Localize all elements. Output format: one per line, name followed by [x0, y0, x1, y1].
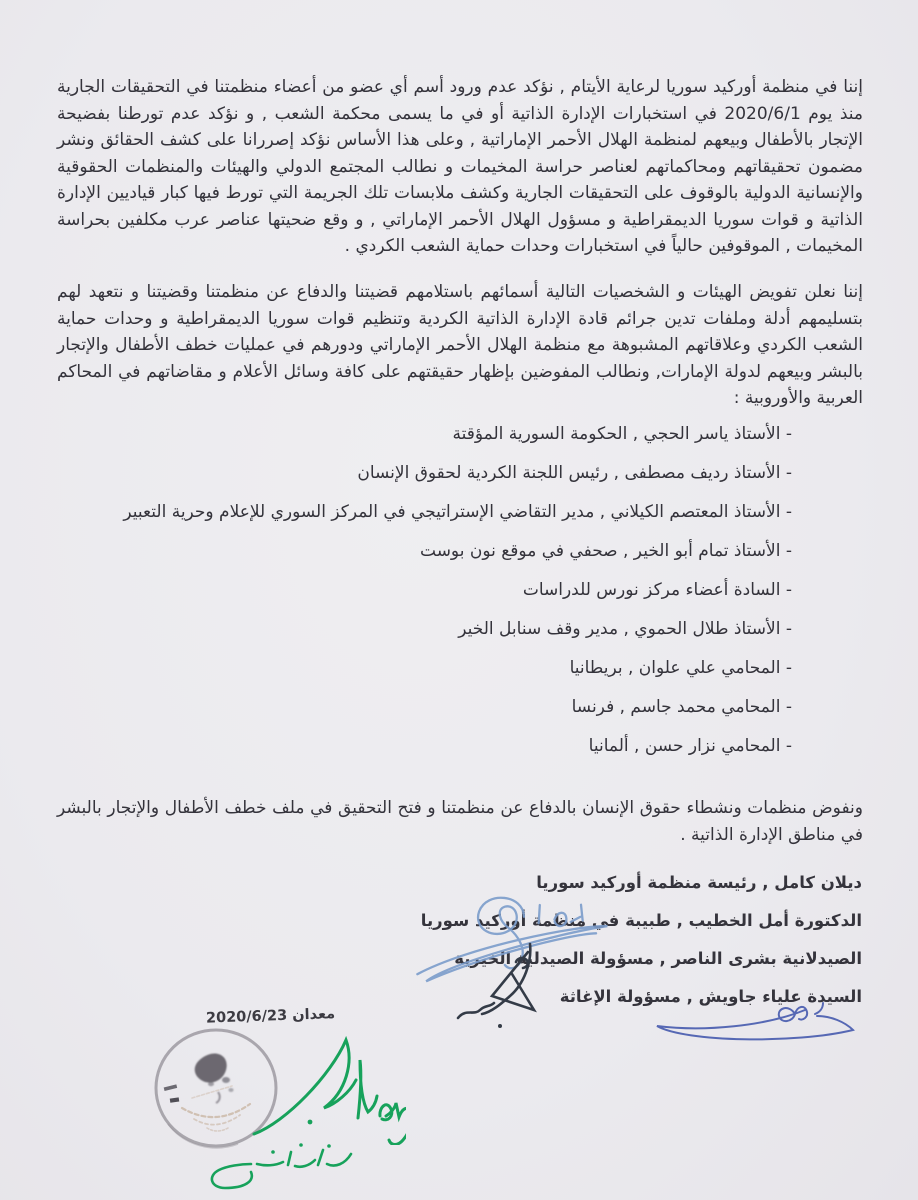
- signatory-line: ديلان كامل , رئيسة منظمة أوركيد سوريا: [536, 873, 862, 892]
- delegate-item: - الأستاذ رديف مصطفى , رئيس اللجنة الكردية لحقوق الإنسان: [357, 463, 792, 483]
- delegates-list: [56, 421, 792, 772]
- statement-paragraph-1: إننا في منظمة أوركيد سوريا لرعاية الأيتام , نؤكد عدم ورود أسم أي عضو من أعضاء منظمتنا في التحقيقات الجارية منذ يوم 2020/6/1 في استخبارات الإدارة الذاتية أو في ما يسمى محكمة الشعب , و نؤكد عدم تورطنا بفضيحة الإتجار بالأطفال وبيعهم لمنظمة الهلال الأحمر الإماراتية , وعلى هذا الأساس نؤكد إصررانا على كشف الحقائق ونشر مضمون تحقيقاتهم ومحاكماتهم لعناصر حراسة المخيمات و نطالب المجتمع الدولي والهيئات والمنظمات الحقوقية والإنسانية الدولية بالوقوف على التحقيقات الجارية وكشف ملابسات تلك الجريمة التي تورط فيها كبار قياديين الإدارة الذاتية و قوات سوريا الديمقراطية و مسؤول الهلال الأحمر الإماراتي , و وقع ضحيتها عناصر عرب مكلفين بحراسة المخيمات , الموقوفين حالياً في استخبارات وحدات حماية الشعب الكردي .: [57, 77, 863, 256]
- date-and-place-line: معدان 2020/6/23: [205, 1006, 336, 1027]
- statement-paragraph-2: إننا نعلن تفويض الهيئات و الشخصيات التالية أسمائهم باستلامهم قضيتنا والدفاع عن منظمتنا وقضيتنا و نتعهد لهم بتسليمهم أدلة وملفات تدين جرائم قادة الإدارة الذاتية الكردية وتنظيم قوات سوريا الديمقراطية و وحدات حماية الشعب الكردي وعلاقاتهم المشبوهة مع منظمة الهلال الأحمر الإماراتي ودورهم في عمليات خطف الأطفال والإتجار بالبشر وبيعهم لدولة الإمارات, ونطالب المفوضين بإظهار حقيقتهم على كافة وسائل الأعلام و مقاضاتهم في المحاكم العربية والأوروبية :: [57, 282, 863, 408]
- delegate-item: - الأستاذ تمام أبو الخير , صحفي في موقع نون بوست: [420, 541, 792, 561]
- delegate-item: - الأستاذ ياسر الحجي , الحكومة السورية المؤقتة: [452, 424, 792, 444]
- handwritten-signature-green-arabic: [183, 1142, 363, 1194]
- signatory-line: السيدة علياء جاويش , مسؤولة الإغاثة: [559, 987, 862, 1006]
- handwritten-signature-green-latin: [246, 1030, 406, 1145]
- signatory-line: الصيدلانية بشرى الناصر , مسؤولة الصيدلية الخيرية: [454, 949, 862, 968]
- delegate-item: - المحامي محمد جاسم , فرنسا: [571, 697, 792, 717]
- delegate-item: - السادة أعضاء مركز نورس للدراسات: [522, 580, 792, 600]
- handwritten-signature-blue-swoosh: [645, 992, 865, 1052]
- closing-paragraph: ونفوض منظمات ونشطاء حقوق الإنسان بالدفاع عن منظمتنا و فتح التحقيق في ملف خطف الأطفال والإتجار بالبشر في مناطق الإدارة الذاتية .: [57, 798, 863, 845]
- delegate-item: - الأستاذ المعتصم الكيلاني , مدير التقاضي الإستراتيجي في المركز السوري للإعلام وحرية التعبير: [123, 502, 792, 522]
- delegate-item: - المحامي نزار حسن , ألمانيا: [588, 736, 792, 756]
- delegate-item: - المحامي علي علوان , بريطانيا: [569, 658, 792, 678]
- delegate-item: - الأستاذ طلال الحموي , مدير وقف سنابل الخير: [458, 619, 792, 639]
- handwritten-signature-dark-flag: [452, 932, 572, 1032]
- signatory-line: الدكتورة أمل الخطيب , طبيبة في منظمة أوركيد سوريا: [420, 911, 862, 930]
